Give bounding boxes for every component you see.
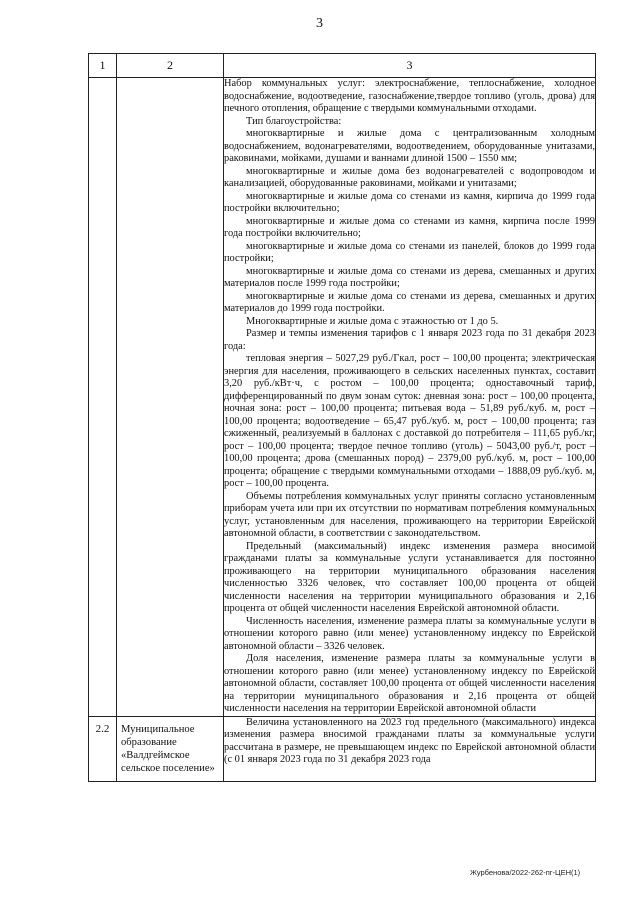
paragraph: Многоквартирные и жилые дома с этажностью от 1 до 5. xyxy=(246,315,499,327)
row2-number-cell: 2.2 xyxy=(89,716,117,781)
paragraph: Тип благоустройства: xyxy=(246,115,342,127)
row1-content-cell xyxy=(224,78,596,717)
paragraph: Доля населения, изменение размера платы за коммунальные услуги в отношении которого равно (или менее) установленному индексу по Еврейской автономной области, составляет 100,00 процента от общей численности населения на территории муниципального образования и 2,16 процента от общей численности населения на территории Еврейской автономной области xyxy=(224,653,595,714)
paragraph: многоквартирные и жилые дома со стенами из панелей, блоков до 1999 года постройки; xyxy=(224,240,595,264)
document-table xyxy=(88,53,596,782)
paragraph: многоквартирные и жилые дома без водонагревателей с водопроводом и канализацией, оборудованные раковинами, мойками и унитазами; xyxy=(224,165,595,189)
paragraph: Набор коммунальных услуг: электроснабжение, теплоснабжение, холодное водоснабжение, водоотведение, газоснабжение,твердое топливо (уголь, дрова) для печного отопления, обращение с твердыми коммунальными отходами. xyxy=(224,78,595,114)
paragraph: многоквартирные и жилые дома со стенами из дерева, смешанных и других материалов после 1999 года постройки; xyxy=(224,265,595,289)
row1-paragraphs xyxy=(224,78,595,716)
paragraph: многоквартирные и жилые дома со стенами из камня, кирпича после 1999 года постройки включительно; xyxy=(224,215,595,239)
header-col-3: 3 xyxy=(224,54,596,78)
paragraph: Объемы потребления коммунальных услуг приняты согласно установленным приборам учета или при их отсутствии по нормативам потребления коммунальных услуг, установленным для населения, проживающего на территории Еврейской автономной области, в соответствии с законодательством. xyxy=(224,490,595,539)
paragraph: Размер и темпы изменения тарифов с 1 января 2023 года по 31 декабря 2023 года: xyxy=(224,328,595,352)
paragraph: многоквартирные и жилые дома со стенами из камня, кирпича до 1999 года постройки включительно; xyxy=(224,190,595,214)
paragraph: тепловая энергия – 5027,29 руб./Гкал, рост – 100,00 процента; электрическая энергия для населения, проживающего в сельских населенных пунктах, составит 3,20 руб./кВт·ч, с ростом – 100,00 процента; одноставочный тариф, дифференцированный по двум зонам суток: дневная зона: рост – 100,00 процента, ночная зона: рост – 100,00 процента; питьевая вода – 51,89 руб./куб. м, рост – 100,00 процента; водоотведение – 65,47 руб./куб. м, рост – 100,00 процента; газ сжиженный, реализуемый в баллонах с доставкой до потребителя – 111,65 руб./кг, рост – 100,00 процента; твердое печное топливо (уголь) – 5043,00 руб./т, рост – 100,00 процента; дрова (смешанных пород) – 2379,00 руб./куб. м, рост – 100,00 процента; обращение с твердыми коммунальными отходами – 1888,09 руб./куб. м, рост – 100,00 процента. xyxy=(224,353,595,489)
page-number: 3 xyxy=(316,16,323,31)
row2-content-cell xyxy=(224,716,596,781)
paragraph: многоквартирные и жилые дома с централизованным холодным водоснабжением, водонагревателями, водоотведением, оборудованные унитазами, раковинами, мойками, душами и ваннами длиной 1500 – 1550 мм; xyxy=(224,128,595,164)
table-row xyxy=(89,716,596,781)
header-col-2: 2 xyxy=(117,54,224,78)
document-footer-code: Журбенова/2022-262-пг-ЦЕН(1) xyxy=(470,868,581,877)
row2-paragraph: Величина установленного на 2023 год предельного (максимального) индекса изменения размера вносимой гражданами платы за коммунальные услуги рассчитана в размере, не превышающем индекс по Еврейской автономной области (с 01 января 2023 года по 31 декабря 2023 года xyxy=(224,716,595,765)
paragraph: Численность населения, изменение размера платы за коммунальные услуги в отношении которого равно (или менее) установленному индексу по Еврейской автономной области – 3326 человек. xyxy=(224,615,595,652)
header-col-1: 1 xyxy=(89,54,117,78)
table-row xyxy=(89,78,596,717)
paragraph: многоквартирные и жилые дома со стенами из дерева, смешанных и других материалов до 1999 года постройки. xyxy=(224,290,595,314)
row1-municipality-cell xyxy=(117,78,224,717)
row1-number-cell xyxy=(89,78,117,717)
row2-municipality-cell: Муниципальное образование «Валдгеймское сельское поселение» xyxy=(117,716,224,781)
table-header-row xyxy=(89,54,596,78)
paragraph: Предельный (максимальный) индекс изменения размера вносимой гражданами платы за коммунальные услуги устанавливается для постоянно проживающего на территории муниципального образования населения численностью 3326 человек, что составляет 100,00 процента от общей численности населения на территории муниципального образования и 2,16 процента от общей численности населения Еврейской автономной области. xyxy=(224,540,595,614)
